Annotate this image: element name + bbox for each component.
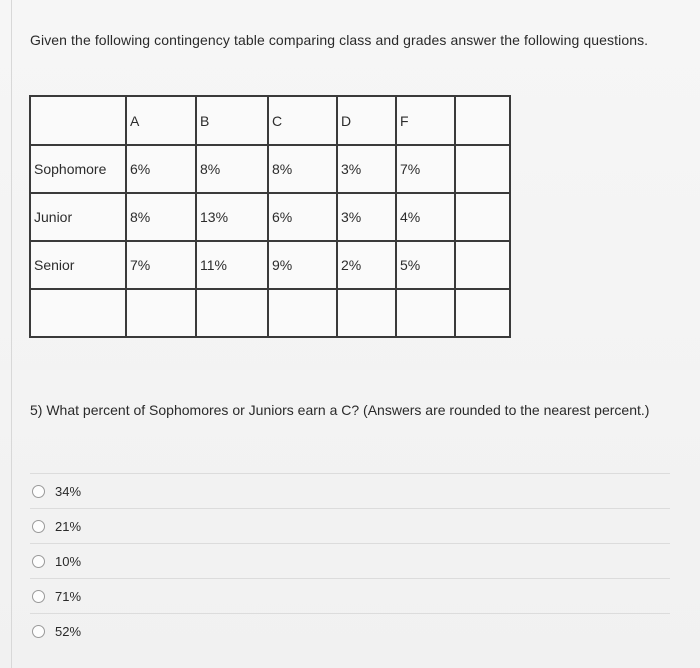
table-header-cell: A [126, 96, 196, 145]
table-cell: 11% [196, 241, 268, 289]
table-cell: 13% [196, 193, 268, 241]
contingency-table [29, 95, 511, 338]
table-cell [126, 289, 196, 337]
table-cell: 7% [126, 241, 196, 289]
table-cell: 9% [268, 241, 337, 289]
answer-option-label: 10% [55, 553, 82, 569]
table-header-cell [30, 96, 126, 145]
table-cell [268, 289, 337, 337]
table-cell [337, 289, 396, 337]
radio-button[interactable] [32, 625, 45, 638]
table-cell: 5% [396, 241, 455, 289]
answer-option-label: 71% [55, 588, 82, 604]
table-header-cell [455, 96, 510, 145]
table-cell [455, 145, 510, 193]
table-cell [455, 289, 510, 337]
row-label-cell [30, 289, 126, 337]
table-cell [196, 289, 268, 337]
answer-option-label: 21% [55, 518, 82, 534]
table-cell: 4% [396, 193, 455, 241]
radio-button[interactable] [32, 520, 45, 533]
table-row [30, 145, 510, 193]
answer-options [30, 473, 670, 648]
table-cell [396, 289, 455, 337]
table-header-cell: B [196, 96, 268, 145]
question-text: 5) What percent of Sophomores or Juniors earn a C? (Answers are rounded to the nearest percent.) [30, 402, 650, 418]
table-row [30, 241, 510, 289]
row-label-cell: Junior [30, 193, 126, 241]
instruction-text: Given the following contingency table comparing class and grades answer the following questions. [30, 32, 649, 48]
table-cell: 6% [268, 193, 337, 241]
answer-option[interactable] [30, 474, 670, 509]
answer-option[interactable] [30, 579, 670, 614]
table-row [30, 193, 510, 241]
table-cell [455, 241, 510, 289]
table-cell: 7% [396, 145, 455, 193]
table-row [30, 289, 510, 337]
table-cell [455, 193, 510, 241]
table-cell: 3% [337, 145, 396, 193]
table-cell: 8% [196, 145, 268, 193]
table-header-cell: C [268, 96, 337, 145]
table-cell: 3% [337, 193, 396, 241]
table-header-cell: F [396, 96, 455, 145]
answer-option[interactable] [30, 614, 670, 648]
table-header-row [30, 96, 510, 145]
answer-option-label: 34% [55, 483, 82, 499]
page-edge-divider [11, 0, 12, 668]
table-header-cell: D [337, 96, 396, 145]
row-label-cell: Senior [30, 241, 126, 289]
answer-option-label: 52% [55, 623, 82, 639]
radio-button[interactable] [32, 555, 45, 568]
radio-button[interactable] [32, 590, 45, 603]
table-cell: 8% [126, 193, 196, 241]
table-cell: 8% [268, 145, 337, 193]
answer-option[interactable] [30, 544, 670, 579]
radio-button[interactable] [32, 485, 45, 498]
row-label-cell: Sophomore [30, 145, 126, 193]
answer-option[interactable] [30, 509, 670, 544]
table-cell: 6% [126, 145, 196, 193]
table-cell: 2% [337, 241, 396, 289]
